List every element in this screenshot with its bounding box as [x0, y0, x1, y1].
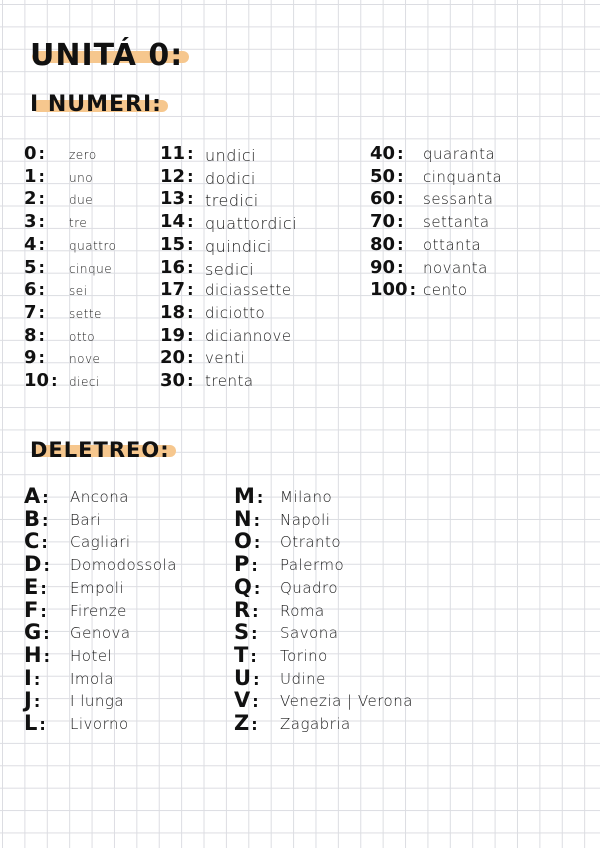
number-entry — [24, 188, 94, 210]
colon-mark: : — [42, 510, 49, 530]
number-entry — [160, 279, 292, 301]
number-entry — [24, 165, 94, 187]
number-digit: 70 — [370, 211, 396, 233]
colon-mark: : — [38, 302, 45, 322]
colon-mark: : — [38, 348, 45, 368]
colon-mark: : — [251, 715, 258, 734]
colon-mark: : — [253, 533, 261, 553]
alphabet-city: Savona — [280, 624, 339, 643]
alphabet-letter: B — [24, 506, 41, 531]
number-digit: 6 — [24, 279, 37, 301]
alphabet-entry — [24, 597, 127, 622]
number-word: undici — [205, 146, 257, 165]
colon-mark: : — [397, 166, 404, 186]
alphabet-letter: S — [234, 620, 250, 645]
alphabet-city: Genova — [70, 624, 131, 643]
number-word: zero — [69, 148, 97, 162]
colon-mark: : — [38, 166, 45, 186]
number-word: venti — [205, 349, 246, 368]
colon-mark: : — [397, 144, 404, 163]
colon-mark: : — [397, 212, 404, 232]
colon-mark: : — [397, 234, 404, 254]
alphabet-entry — [24, 711, 129, 735]
number-digit: 10 — [24, 370, 50, 391]
number-digit: 50 — [370, 165, 396, 187]
numbers-title: I NUMERI: — [30, 92, 162, 117]
alphabet-letter: U — [234, 665, 252, 690]
number-digit: 5 — [24, 256, 37, 278]
colon-mark: : — [38, 280, 45, 300]
colon-mark: : — [187, 348, 194, 368]
alphabet-entry — [24, 484, 129, 508]
number-entry — [160, 188, 259, 211]
number-entry — [370, 256, 488, 278]
number-digit: 1 — [24, 165, 37, 187]
colon-mark: : — [253, 510, 260, 530]
number-entry — [24, 211, 88, 233]
alphabet-letter: D — [24, 552, 42, 577]
alphabet-letter: R — [234, 597, 251, 622]
number-digit: 19 — [160, 324, 186, 346]
colon-mark: : — [41, 533, 48, 553]
alphabet-letter: G — [24, 620, 42, 645]
number-digit: 3 — [24, 211, 37, 233]
colon-mark: : — [40, 601, 47, 621]
colon-mark: : — [187, 257, 194, 277]
number-word: quindici — [205, 236, 272, 256]
number-word: quattordici — [205, 214, 298, 234]
alphabet-letter: Q — [234, 574, 252, 599]
colon-mark: : — [187, 166, 194, 186]
number-digit: 14 — [160, 211, 186, 233]
number-word: sei — [69, 284, 88, 299]
number-entry — [160, 301, 266, 323]
alphabet-city: Udine — [280, 669, 326, 688]
number-word: quaranta — [423, 145, 496, 163]
alphabet-city: Quadro — [280, 578, 339, 597]
colon-mark: : — [187, 189, 194, 209]
alphabet-entry — [234, 711, 351, 735]
colon-mark: : — [250, 646, 257, 666]
number-word: cento — [423, 281, 468, 300]
number-entry — [160, 370, 254, 391]
colon-mark: : — [187, 325, 194, 345]
colon-mark: : — [38, 234, 45, 254]
alphabet-city: Domodossola — [70, 556, 177, 575]
alphabet-entry — [24, 574, 125, 599]
number-word: diciotto — [205, 303, 266, 322]
number-entry — [24, 370, 100, 391]
colon-mark: : — [43, 556, 50, 576]
alphabet-city: Bari — [70, 510, 102, 529]
number-digit: 4 — [24, 233, 37, 255]
number-digit: 11 — [160, 143, 186, 164]
number-word: novanta — [423, 258, 488, 277]
number-entry — [24, 233, 117, 255]
alphabet-entry — [24, 506, 102, 531]
colon-mark: : — [38, 212, 45, 232]
colon-mark: : — [38, 325, 45, 345]
alphabet-entry — [234, 574, 339, 599]
number-word: quattro — [69, 238, 117, 253]
colon-mark: : — [39, 715, 46, 734]
colon-mark: : — [38, 144, 45, 163]
alphabet-letter: P — [234, 552, 250, 577]
number-digit: 13 — [160, 188, 186, 210]
alphabet-city: Imola — [70, 669, 115, 688]
number-word: sette — [69, 306, 102, 321]
colon-mark: : — [187, 371, 194, 390]
number-entry — [370, 143, 496, 164]
alphabet-city: Venezia | Verona — [280, 692, 413, 711]
spelling-title: DELETREO: — [30, 438, 170, 462]
number-word: cinquanta — [423, 167, 503, 186]
alphabet-city: Cagliari — [70, 533, 131, 552]
number-digit: 17 — [160, 279, 186, 301]
unit-title: UNITÁ 0: — [30, 38, 184, 73]
colon-mark: : — [187, 234, 194, 254]
colon-mark: : — [187, 280, 194, 300]
number-entry — [370, 211, 490, 233]
alphabet-city: Livorno — [70, 715, 129, 733]
number-word: dodici — [205, 168, 256, 188]
alphabet-letter: Z — [234, 711, 250, 735]
number-digit: 80 — [370, 233, 396, 255]
colon-mark: : — [252, 601, 259, 621]
number-entry — [160, 256, 255, 279]
alphabet-letter: J — [24, 688, 32, 713]
number-entry — [160, 165, 256, 188]
number-entry — [160, 211, 298, 234]
spelling-heading — [30, 438, 170, 462]
alphabet-entry — [234, 642, 328, 667]
colon-mark: : — [253, 578, 261, 598]
colon-mark: : — [33, 669, 41, 689]
number-entry — [24, 256, 113, 278]
colon-mark: : — [40, 578, 47, 598]
number-digit: 8 — [24, 324, 37, 346]
number-entry — [370, 188, 494, 210]
colon-mark: : — [397, 257, 404, 277]
alphabet-letter: L — [24, 711, 38, 735]
alphabet-letter: F — [24, 597, 39, 622]
number-entry — [370, 279, 468, 301]
alphabet-letter: I — [24, 665, 32, 690]
number-word: sedici — [205, 259, 255, 279]
colon-mark: : — [251, 624, 258, 644]
number-digit: 100 — [370, 279, 408, 301]
number-word: otto — [69, 329, 96, 344]
alphabet-letter: M — [234, 484, 255, 508]
colon-mark: : — [51, 371, 58, 390]
colon-mark: : — [187, 144, 194, 163]
number-entry — [24, 143, 97, 164]
alphabet-entry — [234, 484, 333, 508]
alphabet-entry — [234, 529, 342, 554]
numbers-heading — [30, 92, 162, 117]
colon-mark: : — [253, 669, 260, 689]
number-word: sessanta — [423, 190, 494, 209]
number-entry — [24, 324, 96, 346]
number-digit: 2 — [24, 188, 37, 210]
number-digit: 15 — [160, 233, 186, 255]
alphabet-entry — [234, 620, 339, 645]
alphabet-city: I lunga — [70, 692, 125, 711]
alphabet-letter: A — [24, 484, 41, 508]
alphabet-letter: H — [24, 642, 42, 667]
alphabet-letter: V — [234, 688, 251, 713]
number-digit: 12 — [160, 165, 186, 187]
alphabet-city: Ancona — [70, 488, 129, 506]
number-word: diciannove — [205, 326, 292, 345]
alphabet-city: Zagabria — [280, 715, 351, 733]
number-word: due — [69, 193, 94, 208]
alphabet-letter: C — [24, 529, 40, 554]
number-word: ottanta — [423, 235, 482, 254]
colon-mark: : — [43, 624, 50, 644]
alphabet-entry — [234, 688, 413, 713]
colon-mark: : — [38, 257, 45, 277]
number-digit: 18 — [160, 301, 186, 323]
number-word: trenta — [205, 372, 254, 390]
alphabet-entry — [234, 597, 325, 622]
number-entry — [370, 233, 482, 255]
number-digit: 0 — [24, 143, 37, 164]
number-entry — [24, 279, 88, 301]
number-entry — [160, 233, 272, 256]
alphabet-letter: O — [234, 529, 252, 554]
colon-mark: : — [409, 280, 416, 300]
colon-mark: : — [42, 488, 49, 507]
number-entry — [160, 143, 257, 165]
alphabet-letter: T — [234, 642, 249, 667]
number-word: dieci — [69, 375, 100, 389]
alphabet-entry — [234, 552, 345, 577]
colon-mark: : — [187, 302, 194, 322]
number-word: settanta — [423, 213, 490, 232]
alphabet-letter: E — [24, 574, 39, 599]
alphabet-city: Palermo — [280, 556, 345, 575]
number-entry — [160, 324, 292, 346]
number-word: tredici — [205, 191, 259, 211]
colon-mark: : — [251, 556, 258, 576]
colon-mark: : — [33, 692, 41, 712]
alphabet-city: Milano — [280, 488, 333, 506]
colon-mark: : — [187, 212, 194, 232]
alphabet-letter: N — [234, 506, 252, 531]
alphabet-entry — [234, 665, 326, 690]
number-entry — [24, 301, 102, 323]
number-digit: 90 — [370, 256, 396, 278]
number-word: diciassette — [205, 281, 292, 300]
number-word: tre — [69, 216, 88, 231]
alphabet-entry — [24, 552, 177, 577]
alphabet-city: Napoli — [280, 510, 331, 529]
number-entry — [24, 347, 101, 369]
alphabet-entry — [24, 665, 115, 690]
number-digit: 60 — [370, 188, 396, 210]
alphabet-entry — [234, 506, 331, 531]
alphabet-city: Firenze — [70, 601, 127, 620]
colon-mark: : — [43, 646, 50, 666]
alphabet-entry — [24, 620, 131, 645]
colon-mark: : — [397, 189, 404, 209]
alphabet-city: Torino — [280, 646, 328, 665]
unit-heading — [30, 38, 183, 73]
number-digit: 30 — [160, 370, 186, 391]
alphabet-city: Empoli — [70, 578, 125, 597]
alphabet-city: Roma — [280, 601, 325, 620]
number-entry — [370, 165, 503, 187]
colon-mark: : — [252, 692, 259, 712]
number-digit: 20 — [160, 347, 186, 369]
number-word: uno — [69, 170, 94, 185]
colon-mark: : — [256, 488, 264, 507]
number-digit: 16 — [160, 256, 186, 278]
alphabet-entry — [24, 642, 113, 667]
number-digit: 9 — [24, 347, 37, 369]
alphabet-entry — [24, 529, 131, 554]
colon-mark: : — [38, 189, 45, 209]
number-word: cinque — [69, 261, 113, 276]
number-entry — [160, 347, 246, 369]
alphabet-city: Otranto — [280, 533, 342, 552]
number-word: nove — [69, 352, 101, 367]
number-digit: 40 — [370, 143, 396, 164]
alphabet-city: Hotel — [70, 646, 113, 665]
alphabet-entry — [24, 688, 125, 713]
number-digit: 7 — [24, 301, 37, 323]
